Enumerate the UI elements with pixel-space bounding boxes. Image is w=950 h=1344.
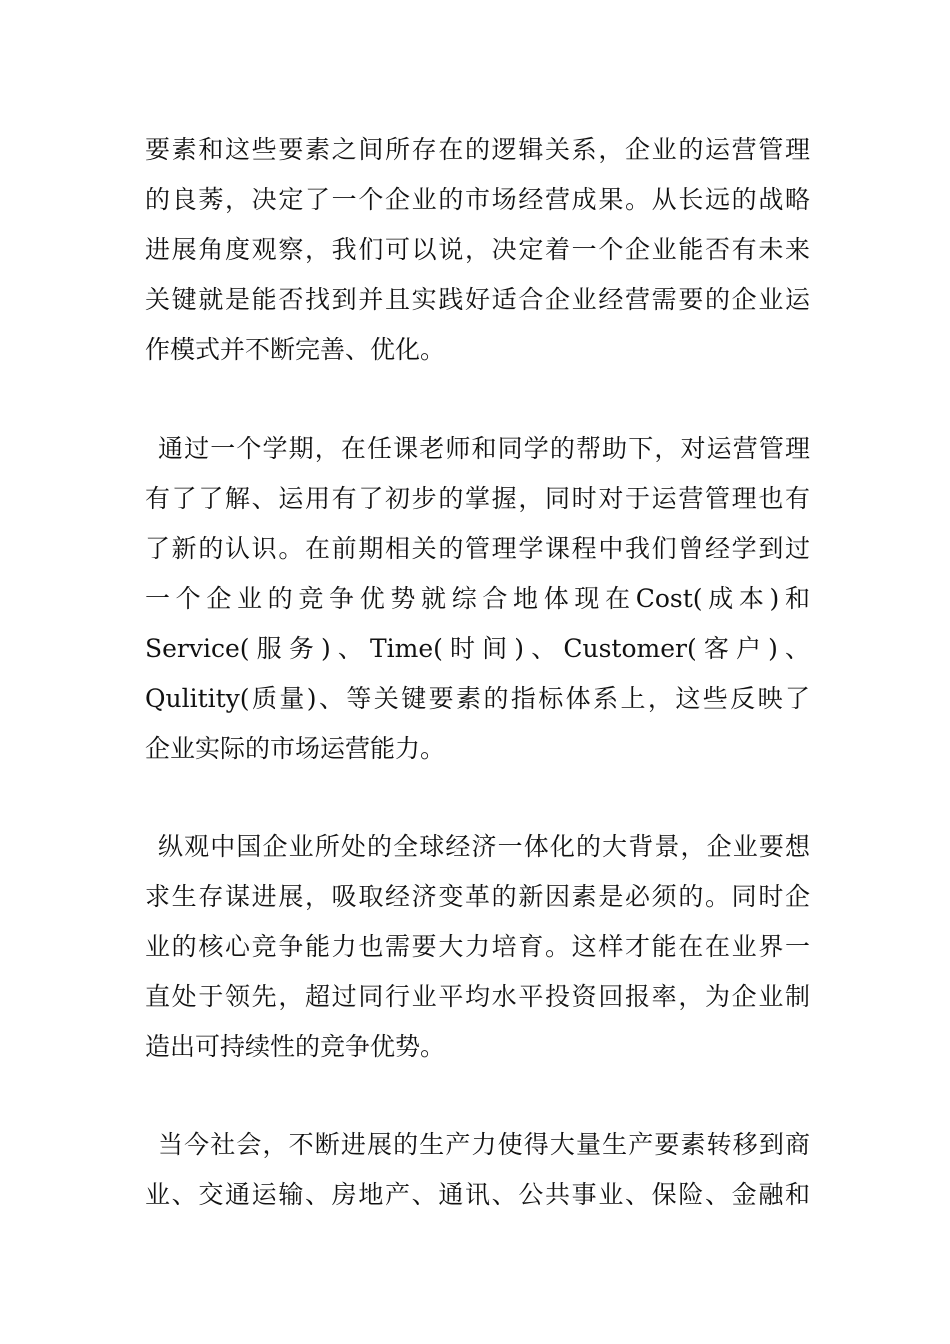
paragraph-4-line-2: 业、交通运输、房地产、通讯、公共事业、保险、金融和 <box>145 1180 810 1209</box>
paragraph-3-line-1: 纵观中国企业所处的全球经济一体化的大背景，企业要想 <box>158 832 810 861</box>
paragraph-3-line-2: 求生存谋进展，吸取经济变革的新因素是必须的。同时企 <box>145 882 810 911</box>
paragraph-2-line-2: 有了了解、运用有了初步的掌握，同时对于运营管理也有 <box>145 484 810 513</box>
paragraph-2-line-3: 了新的认识。在前期相关的管理学课程中我们曾经学到过 <box>145 534 810 563</box>
paragraph-3-line-5: 造出可持续性的竞争优势。 <box>145 1032 446 1061</box>
paragraph-2-line-1: 通过一个学期，在任课老师和同学的帮助下，对运营管理 <box>158 434 810 463</box>
paragraph-4-line-1: 当今社会，不断进展的生产力使得大量生产要素转移到商 <box>158 1130 810 1159</box>
paragraph-1-line-1: 要素和这些要素之间所存在的逻辑关系，企业的运营管理 <box>145 135 810 164</box>
paragraph-2-line-6: Qulitity(质量)、等关键要素的指标体系上，这些反映了 <box>145 684 810 713</box>
paragraph-3-line-4: 直处于领先，超过同行业平均水平投资回报率，为企业制 <box>145 982 810 1011</box>
paragraph-2-line-4: 一个企业的竞争优势就综合地体现在Cost(成本)和 <box>145 584 810 613</box>
paragraph-1-line-3: 进展角度观察，我们可以说，决定着一个企业能否有未来 <box>145 235 810 264</box>
paragraph-1-line-2: 的良莠，决定了一个企业的市场经营成果。从长远的战略 <box>145 185 810 214</box>
paragraph-1-line-5: 作模式并不断完善、优化。 <box>145 335 446 364</box>
paragraph-3-line-3: 业的核心竞争能力也需要大力培育。这样才能在在业界一 <box>145 932 810 961</box>
paragraph-2-line-7: 企业实际的市场运营能力。 <box>145 734 446 763</box>
paragraph-2-line-5: Service(服务)、Time(时间)、Customer(客户)、 <box>145 634 810 663</box>
paragraph-1-line-4: 关键就是能否找到并且实践好适合企业经营需要的企业运 <box>145 285 810 314</box>
